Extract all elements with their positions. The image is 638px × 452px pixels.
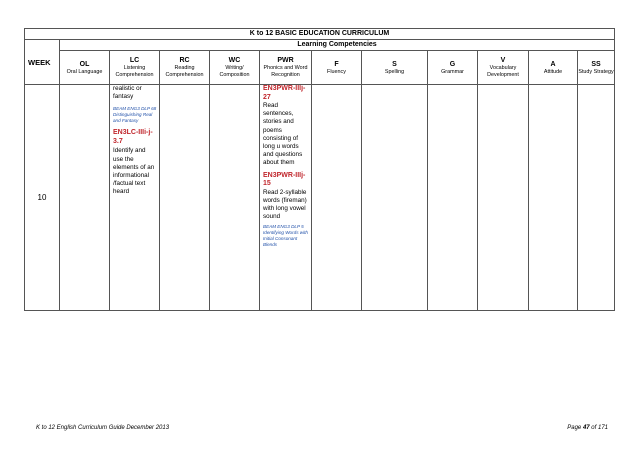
lc-competency-text: Identify and use the elements of an informational /factual text heard (113, 147, 155, 196)
week-header: WEEK (25, 40, 60, 85)
page-prefix: Page (567, 425, 582, 431)
column-code: V (500, 57, 506, 64)
cell-s (362, 85, 428, 311)
column-name: Fluency (327, 68, 346, 75)
pwr-competency-text-1: Read sentences, stories and poems consisting of long u words and questions about them (263, 102, 303, 167)
cell-f (312, 85, 362, 311)
column-header-ss (578, 51, 615, 85)
pwr-competency-text-2: Read 2-syllable words (fireman) with long vowel sound (263, 188, 307, 221)
column-name: Spelling (384, 68, 405, 75)
cell-lc (110, 85, 160, 311)
column-name: Study Strategy (578, 68, 614, 75)
column-header-lc (110, 51, 160, 85)
column-header-wc (210, 51, 260, 85)
column-name: Listening Comprehension (115, 65, 154, 78)
column-code: WC (228, 57, 241, 64)
lc-bpi-reference: BEAM ENG3 DLP 68 Distinguishing Real and Fantasy (113, 106, 157, 124)
column-code: OL (79, 60, 90, 68)
curriculum-title: K to 12 BASIC EDUCATION CURRICULUM (25, 29, 615, 40)
column-name: Writing/ Composition (219, 65, 250, 78)
column-header-rc (160, 51, 210, 85)
column-code: G (449, 60, 456, 68)
column-header-ol (60, 51, 110, 85)
column-code: PWR (277, 57, 294, 64)
cell-rc (160, 85, 210, 311)
page-current: 47 (582, 425, 590, 431)
cell-ol (60, 85, 110, 311)
cell-ss (578, 85, 615, 311)
footer-guide-title: K to 12 English Curriculum Guide December 2013 (36, 425, 170, 431)
cell-g (428, 85, 478, 311)
page-of: of (591, 425, 597, 431)
column-code: RC (179, 57, 190, 64)
page-total: 171 (597, 425, 608, 431)
column-header-pwr (260, 51, 312, 85)
pwr-competency-code-1: EN3PWR-IIIj-27 (263, 85, 306, 101)
week-number: 10 (25, 85, 60, 311)
column-header-v (478, 51, 529, 85)
column-name: Vocabulary Development (487, 65, 519, 78)
column-name: Phonics and Word Recognition (263, 65, 308, 78)
pwr-competency-code-2: EN3PWR-IIIj-15 (263, 171, 306, 188)
cell-a (529, 85, 578, 311)
cell-wc (210, 85, 260, 311)
column-name: Grammar (441, 68, 464, 75)
learning-competencies-header: Learning Competencies (60, 40, 615, 51)
column-code: F (334, 60, 339, 68)
column-code: A (550, 60, 556, 68)
table-row (25, 85, 615, 311)
curriculum-table (24, 28, 615, 311)
column-name: Oral Language (66, 68, 103, 75)
column-code: SS (591, 60, 601, 68)
column-name: Attitude (543, 68, 563, 75)
column-header-f (312, 51, 362, 85)
pwr-bpi-reference: BEAM ENG3 DLP 5 Identifying Words with Initial Consonant Blends (263, 224, 308, 248)
footer-page-number (567, 425, 608, 431)
column-name: Reading Comprehension (165, 65, 204, 78)
lc-competency-code: EN3LC-IIIi-j-3.7 (113, 129, 153, 145)
cell-v (478, 85, 529, 311)
column-header-g (428, 51, 478, 85)
column-code: LC (129, 57, 140, 64)
column-code: S (392, 60, 397, 68)
column-header-a (529, 51, 578, 85)
lc-text-top: realistic or fantasy (113, 85, 142, 101)
cell-pwr (260, 85, 312, 311)
column-header-s (362, 51, 428, 85)
